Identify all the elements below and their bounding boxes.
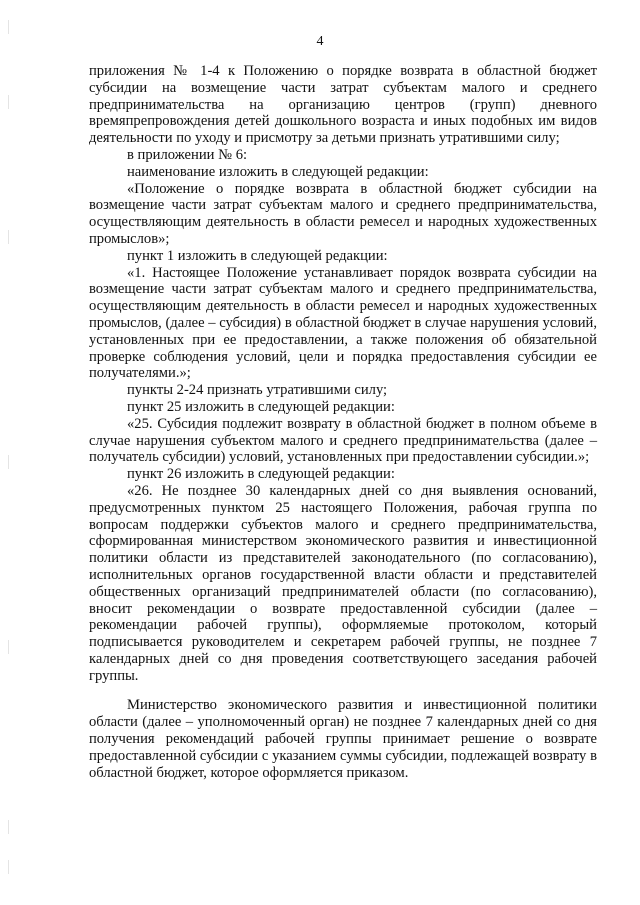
paragraph-item-1-instruction: пункт 1 изложить в следующей редакции:: [127, 247, 388, 264]
paragraph-title-instruction: наименование изложить в следующей редакции:: [127, 163, 429, 180]
paragraph-new-title: «Положение о порядке возврата в областной бюджет субсидии на возмещение части затрат субъектам малого и среднего предпринимательства, осуществляющим деятельность в области ремесел и народных художественных промыслов»;: [89, 180, 597, 247]
paragraph-items-2-24: пункты 2-24 признать утратившими силу;: [127, 382, 388, 399]
page-number: 4: [316, 34, 324, 49]
left-margin-scan-marks: [8, 0, 10, 905]
paragraph-item-25-text: «25. Субсидия подлежит возврату в областной бюджет в полном объеме в случае нарушения субъектом малого и среднего предпринимательства (далее – получатель субсидии) условий, установленных при предоставлении субсидии.»;: [89, 415, 597, 466]
document-body: [89, 63, 597, 781]
paragraph-item-1-text: «1. Настоящее Положение устанавливает порядок возврата субсидии на возмещение части затрат субъектам малого и среднего предпринимательства, осуществляющим деятельность в области ремесел и народных художественных промыслов, (далее – субсидия) в областной бюджет в случае нарушения условий, установленных при ее предоставлении, а также положения об обязательной проверке соблюдения условий, цели и порядка предоставления субсидии ее получателями.»;: [89, 264, 597, 382]
paragraph-item-26-text: «26. Не позднее 30 календарных дней со дня выявления оснований, предусмотренных пунктом 25 настоящего Положения, рабочая группа по вопросам поддержки субъектов малого и среднего предпринимательства, сформированная министерством экономического развития и инвестиционной политики области из представителей законодательного (по согласованию), исполнительных органов государственной власти области и представителей общественных организаций предпринимателей области (по согласованию), вносит рекомендации о возврате предоставленной субсидии (далее – рекомендации рабочей группы), оформляемые протоколом, который подписывается руководителем и секретарем рабочей группы, не позднее 7 календарных дней со дня проведения соответствующего заседания рабочей группы.: [89, 482, 597, 684]
paragraph-attachments-1-4: приложения № 1-4 к Положению о порядке возврата в областной бюджет субсидии на возмещение части затрат субъектам малого и среднего предпринимательства на организацию центров (групп) дневного времяпрепровождения детей дошкольного возраста и иных подобных им видов деятельности по уходу и присмотру за детьми признать утратившими силу;: [89, 63, 597, 147]
paragraph-item-25-instruction: пункт 25 изложить в следующей редакции:: [127, 398, 395, 415]
paragraph-ministry-decision: Министерство экономического развития и инвестиционной политики области (далее – уполномоченный орган) не позднее 7 календарных дней со дня получения рекомендаций рабочей группы принимает решение о возврате предоставленной субсидии с указанием суммы субсидии, подлежащей возврату в областной бюджет, которое оформляется приказом.: [89, 697, 597, 781]
paragraph-attachment-6: в приложении № 6:: [127, 146, 248, 163]
paragraph-item-26-instruction: пункт 26 изложить в следующей редакции:: [127, 466, 395, 483]
